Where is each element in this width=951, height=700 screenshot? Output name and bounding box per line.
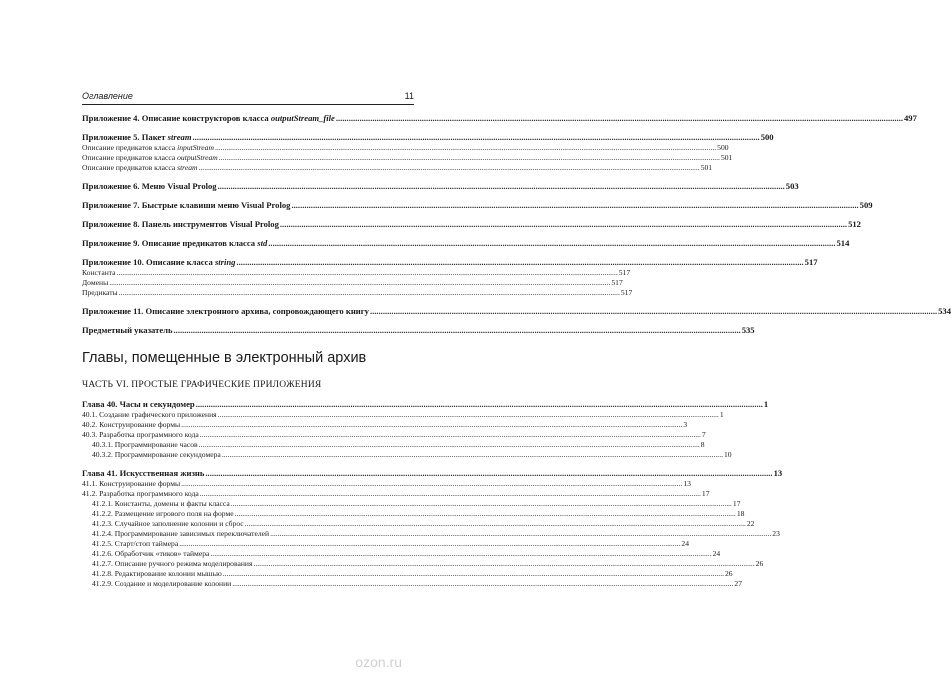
running-header (82, 88, 414, 105)
toc-entry (82, 539, 689, 549)
toc-entry-title (82, 306, 369, 317)
toc-entry-text: Приложение 9. Описание предикатов класса (82, 238, 258, 248)
toc-entry-page: 26 (755, 559, 764, 568)
toc-entry (82, 238, 850, 249)
toc-entry-page: 18 (736, 509, 745, 518)
toc-entry (82, 153, 733, 163)
toc-entry-page: 501 (700, 163, 713, 172)
toc-entry-title (82, 399, 195, 410)
dot-leader (199, 163, 700, 173)
toc-entry-text: Приложение 7. Быстрые клавиши меню Visual Prolog (82, 200, 291, 210)
toc-entry-title (92, 549, 209, 559)
toc-entry-text: Описание предикатов класса (82, 153, 178, 162)
toc-entry-page: 514 (836, 238, 850, 248)
toc-entry-page: 26 (724, 569, 733, 578)
toc-entry (82, 569, 733, 579)
toc-entry-page: 512 (848, 219, 861, 229)
toc-entry (82, 559, 764, 569)
toc-entry-page: 3 (683, 420, 688, 429)
toc-entry (82, 200, 873, 211)
toc-entry-page: 517 (618, 268, 631, 277)
dot-leader (193, 132, 760, 143)
toc-entry-text: 41.2.8. Редактирование колонии мышью (92, 569, 222, 578)
toc-entry-title (92, 509, 234, 519)
toc-entry-page: 501 (720, 153, 733, 162)
page-number: 11 (404, 91, 414, 101)
toc-entry-page: 1 (719, 410, 724, 419)
dot-leader (199, 440, 700, 450)
toc-entry-text: Описание предикатов класса (82, 143, 178, 152)
toc-entry-title (92, 569, 222, 579)
toc-entry-title (82, 143, 214, 153)
part-title: ЧАСТЬ VI. ПРОСТЫЕ ГРАФИЧЕСКИЕ ПРИЛОЖЕНИЯ (82, 380, 322, 390)
dot-leader (181, 479, 682, 489)
toc-entry-title (82, 181, 217, 192)
toc-entry-title (82, 410, 217, 420)
running-header-title: Оглавление (82, 91, 133, 101)
toc-entry-page: 22 (746, 519, 755, 528)
toc-entry-text: 40.3.1. Программирование часов (92, 440, 198, 449)
toc-entry-page: 17 (701, 489, 710, 498)
toc-entry (82, 529, 780, 539)
toc-entry-title (82, 479, 180, 489)
dot-leader (218, 181, 785, 192)
toc-entry-text: 40.3.2. Программирование секундомера (92, 450, 221, 459)
toc-entry-text: Предметный указатель (82, 325, 173, 335)
dot-leader (268, 238, 835, 249)
toc-entry (82, 143, 729, 153)
toc-entry-page: 517 (611, 278, 623, 287)
toc-entry-text: Домены (82, 278, 109, 287)
toc-entry-title (92, 529, 269, 539)
toc-entry (82, 468, 783, 479)
toc-entry (82, 278, 623, 288)
toc-entry-text: Глава 40. Часы и секундомер (82, 399, 195, 409)
toc-entry-text: 41.1. Конструирование формы (82, 479, 181, 488)
toc-entry (82, 499, 741, 509)
toc-entry-class-name: inputStream (177, 143, 214, 152)
toc-entry-page: 535 (741, 325, 755, 335)
toc-entry-text: 40.2. Конструирование формы (82, 420, 181, 429)
toc-entry-page: 13 (773, 468, 783, 478)
toc-entry (82, 113, 917, 124)
dot-leader (181, 420, 682, 430)
dot-leader (200, 430, 701, 440)
watermark-logo: ozon.ru (355, 654, 402, 670)
toc-entry-text: Приложение 4. Описание конструкторов класса (82, 113, 271, 123)
toc-entry-text: 41.2.6. Обработчик «тиков» таймера (92, 549, 210, 558)
dot-leader (370, 306, 937, 317)
toc-entry-title (92, 579, 231, 589)
toc-entry (82, 306, 951, 317)
toc-entry (82, 579, 742, 589)
dot-leader (231, 499, 732, 509)
toc-entry-page: 10 (724, 450, 732, 459)
toc-entry-text: Приложение 8. Панель инструментов Visual Prolog (82, 219, 279, 229)
toc-entry-text: Приложение 10. Описание класса (82, 257, 215, 267)
toc-entry-title (92, 539, 178, 549)
toc-entry-text: Константа (82, 268, 116, 277)
dot-leader (245, 519, 746, 529)
dot-leader (236, 257, 803, 268)
toc-entry-title (82, 238, 267, 249)
toc-entry-text: Приложение 5. Пакет (82, 132, 168, 142)
dot-leader (117, 268, 618, 278)
toc-entry-page: 534 (938, 306, 951, 316)
toc-entry-class-name: std (257, 238, 268, 248)
toc-entry-title (92, 440, 198, 450)
toc-entry-title (82, 153, 218, 163)
dot-leader (205, 468, 772, 479)
dot-leader (218, 410, 719, 420)
toc-entry-class-name: stream (177, 163, 198, 172)
dot-leader (291, 200, 858, 211)
toc-entry-title (82, 420, 180, 430)
toc-entry-page: 497 (904, 113, 917, 123)
dot-leader (222, 450, 723, 460)
toc-entry-title (82, 325, 173, 336)
dot-leader (280, 219, 847, 230)
toc-entry (82, 430, 706, 440)
toc-entry (82, 420, 688, 430)
toc-entry-text: 41.2.1. Константы, домены и факты класса (92, 499, 230, 508)
toc-entry (82, 549, 721, 559)
toc-entry-page: 13 (683, 479, 691, 488)
toc-entry-title (82, 489, 199, 499)
toc-entry (82, 325, 755, 336)
toc-entry (82, 288, 633, 298)
toc-entry-title (82, 268, 116, 278)
toc-entry-text: Описание предикатов класса (82, 163, 178, 172)
dot-leader (174, 325, 741, 336)
toc-entry (82, 410, 724, 420)
toc-entry-page: 1 (763, 399, 769, 409)
toc-entry-title (82, 288, 118, 298)
toc-entry-page: 503 (785, 181, 799, 191)
dot-leader (200, 489, 701, 499)
toc-entry-page: 23 (772, 529, 780, 538)
toc-entry-class-name: outputStream (177, 153, 218, 162)
dot-leader (253, 559, 754, 569)
toc-entry-title (92, 559, 252, 569)
toc-entry-page: 517 (620, 288, 633, 297)
toc-entry-page: 17 (732, 499, 741, 508)
toc-entry-text: Приложение 6. Меню Visual Prolog (82, 181, 217, 191)
toc-entry-page: 500 (760, 132, 774, 142)
toc-entry-text: 41.2.5. Старт/стоп таймера (92, 539, 179, 548)
toc-entry-title (82, 278, 108, 288)
dot-leader (119, 288, 620, 298)
toc-entry-page: 500 (717, 143, 729, 152)
toc-entry (82, 450, 732, 460)
dot-leader (219, 153, 720, 163)
toc-appendices (82, 113, 951, 336)
toc-entry (82, 479, 691, 489)
toc-entry-text: 41.2.3. Случайное заполнение колонии и сброс (92, 519, 244, 528)
toc-entry-text: 41.2.4. Программирование зависимых переключателей (92, 529, 270, 538)
toc-entry-page: 7 (701, 430, 706, 439)
toc-entry (82, 440, 705, 450)
toc-entry-class-name: string (214, 257, 236, 267)
dot-leader (223, 569, 724, 579)
toc-entry-class-name: stream (167, 132, 192, 142)
toc-entry (82, 132, 774, 143)
toc-entry-page: 27 (734, 579, 742, 588)
toc-entry-title (82, 132, 192, 143)
toc-entry-title (92, 499, 230, 509)
toc-entry (82, 509, 745, 519)
toc-entry-page: 517 (804, 257, 818, 267)
toc-entry-text: 41.2.2. Размещение игрового поля на форме (92, 509, 234, 518)
dot-leader (235, 509, 736, 519)
dot-leader (270, 529, 771, 539)
dot-leader (179, 539, 680, 549)
toc-entry (82, 489, 710, 499)
toc-entry-text: Предикаты (82, 288, 118, 297)
toc-entry-text: 40.3. Разработка программного кода (82, 430, 199, 439)
toc-entry-title (82, 163, 198, 173)
toc-entry-title (82, 113, 335, 124)
dot-leader (215, 143, 716, 153)
toc-entry (82, 163, 713, 173)
toc-entry-title (82, 468, 204, 479)
dot-leader (196, 399, 763, 410)
toc-entry-text: 41.2.7. Описание ручного режима моделирования (92, 559, 253, 568)
toc-entry-page: 509 (859, 200, 873, 210)
dot-leader (336, 113, 903, 124)
toc-entry-title (92, 519, 244, 529)
toc-entry-text: 41.2.9. Создание и моделирование колонии (92, 579, 232, 588)
toc-entry (82, 519, 755, 529)
toc-archive-chapters (82, 399, 783, 589)
toc-entry-page: 24 (712, 549, 721, 558)
toc-entry-text: Приложение 11. Описание электронного архива, сопровождающего книгу (82, 306, 369, 316)
toc-entry-text: 41.2. Разработка программного кода (82, 489, 199, 498)
toc-entry (82, 219, 861, 230)
toc-entry (82, 181, 799, 192)
dot-leader (232, 579, 733, 589)
toc-entry-title (92, 450, 221, 460)
archive-section-title: Главы, помещенные в электронный архив (82, 350, 367, 366)
toc-entry-text: Глава 41. Искусственная жизнь (82, 468, 205, 478)
toc-entry-text: 40.1. Создание графического приложения (82, 410, 217, 419)
toc-entry-page: 8 (700, 440, 705, 449)
dot-leader (210, 549, 711, 559)
toc-entry (82, 268, 631, 278)
dot-leader (109, 278, 610, 288)
toc-entry (82, 399, 769, 410)
toc-entry-title (82, 200, 290, 211)
toc-entry-class-name: outputStream_file (270, 113, 335, 123)
toc-entry-title (82, 257, 235, 268)
toc-entry-page: 24 (681, 539, 689, 548)
toc-entry-title (82, 430, 199, 440)
toc-entry (82, 257, 818, 268)
toc-entry-title (82, 219, 279, 230)
